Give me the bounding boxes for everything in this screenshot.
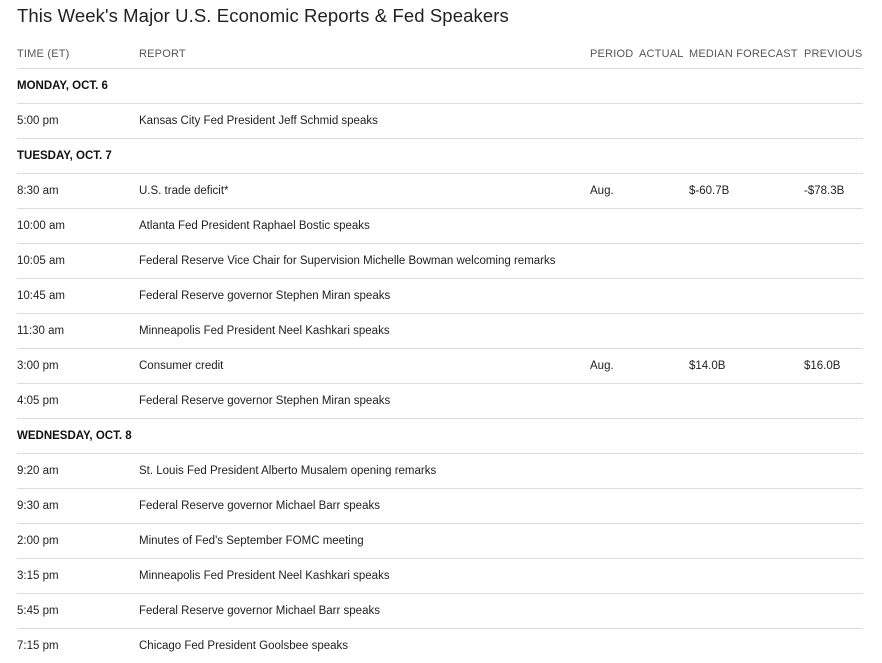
time-cell: 9:30 am <box>17 500 59 512</box>
report-cell: Minneapolis Fed President Neel Kashkari speaks <box>139 570 390 582</box>
time-cell: 11:30 am <box>17 325 65 337</box>
table-row <box>17 174 863 209</box>
page-title: This Week's Major U.S. Economic Reports & Fed Speakers <box>17 5 509 26</box>
table-row <box>17 489 863 524</box>
table-row <box>17 209 863 244</box>
table-row <box>17 279 863 314</box>
time-cell: 5:00 pm <box>17 115 59 127</box>
time-cell: 10:05 am <box>17 255 65 267</box>
report-cell: St. Louis Fed President Alberto Musalem opening remarks <box>139 465 437 477</box>
time-cell: 4:05 pm <box>17 395 59 407</box>
table-row <box>17 384 863 419</box>
table-row <box>17 454 863 489</box>
time-cell: 8:30 am <box>17 185 59 197</box>
column-header-time: TIME (ET) <box>17 48 70 60</box>
table-row <box>17 629 863 663</box>
time-cell: 10:00 am <box>17 220 65 232</box>
time-cell: 2:00 pm <box>17 535 59 547</box>
column-header-report: REPORT <box>139 48 186 60</box>
table-row <box>17 244 863 279</box>
median-forecast-cell: $-60.7B <box>689 185 730 197</box>
report-cell: Federal Reserve Vice Chair for Supervision Michelle Bowman welcoming remarks <box>139 255 556 267</box>
column-header-actual: ACTUAL <box>639 48 684 60</box>
day-label: WEDNESDAY, OCT. 8 <box>17 430 132 442</box>
time-cell: 9:20 am <box>17 465 59 477</box>
report-cell: Federal Reserve governor Michael Barr speaks <box>139 605 380 617</box>
report-cell: Minneapolis Fed President Neel Kashkari speaks <box>139 325 390 337</box>
day-label: TUESDAY, OCT. 7 <box>17 150 112 162</box>
previous-cell: -$78.3B <box>804 185 845 197</box>
report-cell: Chicago Fed President Goolsbee speaks <box>139 640 349 652</box>
day-header-row <box>17 139 863 174</box>
median-forecast-cell: $14.0B <box>689 360 726 372</box>
report-cell: Federal Reserve governor Stephen Miran speaks <box>139 395 391 407</box>
previous-cell: $16.0B <box>804 360 841 372</box>
day-label: MONDAY, OCT. 6 <box>17 80 108 92</box>
report-cell: Kansas City Fed President Jeff Schmid speaks <box>139 115 378 127</box>
day-header-row <box>17 419 863 454</box>
report-cell: Federal Reserve governor Stephen Miran speaks <box>139 290 391 302</box>
table-row <box>17 594 863 629</box>
day-header-row <box>17 69 863 104</box>
time-cell: 7:15 pm <box>17 640 59 652</box>
report-cell: Atlanta Fed President Raphael Bostic speaks <box>139 220 370 232</box>
table-row <box>17 524 863 559</box>
time-cell: 3:00 pm <box>17 360 59 372</box>
report-cell: Federal Reserve governor Michael Barr speaks <box>139 500 380 512</box>
report-cell: Consumer credit <box>139 360 224 372</box>
table-row <box>17 559 863 594</box>
time-cell: 10:45 am <box>17 290 65 302</box>
table-row <box>17 314 863 349</box>
column-header-median-forecast: MEDIAN FORECAST <box>689 48 798 60</box>
period-cell: Aug. <box>590 185 614 197</box>
column-header-previous: PREVIOUS <box>804 48 863 60</box>
table-row <box>17 104 863 139</box>
time-cell: 3:15 pm <box>17 570 59 582</box>
time-cell: 5:45 pm <box>17 605 59 617</box>
report-cell: U.S. trade deficit* <box>139 185 229 197</box>
table-row <box>17 349 863 384</box>
economic-calendar-table <box>17 37 863 663</box>
report-cell: Minutes of Fed's September FOMC meeting <box>139 535 364 547</box>
period-cell: Aug. <box>590 360 614 372</box>
column-header-period: PERIOD <box>590 48 634 60</box>
table-header-row <box>17 37 863 69</box>
